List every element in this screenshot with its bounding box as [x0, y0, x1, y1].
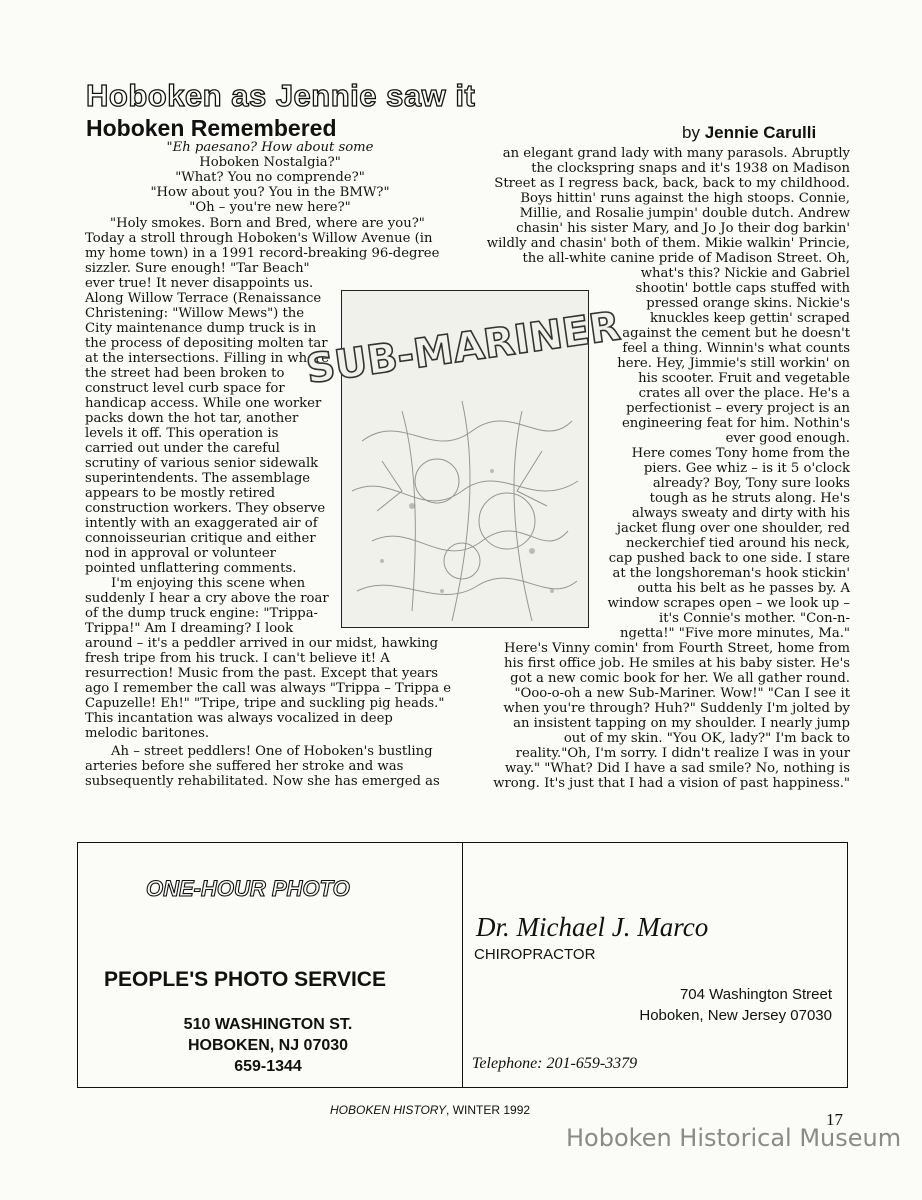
right-line: when you're through? Huh?" Suddenly I'm jolted by — [503, 701, 850, 716]
right-line: at the longshoreman's hook stickin' — [612, 566, 850, 581]
right-line: way." "What? Did I have a sad smile? No, nothing is — [505, 761, 850, 776]
left-line: "Holy smokes. Born and Bred, where are you?" — [110, 216, 425, 231]
right-line: here. Hey, Jimmie's still workin' on — [617, 356, 850, 371]
chiro-address-line1: 704 Washington Street — [679, 986, 832, 1003]
left-line: arteries before she suffered her stroke and was — [85, 759, 404, 774]
right-line: piers. Gee whiz – is it 5 o'clock — [643, 461, 850, 476]
left-line: sizzler. Sure enough! "Tar Beach" — [85, 261, 310, 276]
publication-footer — [330, 1103, 530, 1117]
left-line: construct level curb space for — [85, 381, 285, 396]
right-line: Millie, and Rosalie jumpin' double dutch. Andrew — [519, 206, 850, 221]
right-line: pressed orange skins. Nickie's — [646, 296, 850, 311]
left-line: my home town) in a 1991 record-breaking 96-degree — [85, 246, 440, 261]
right-line: an insistent tapping on my shoulder. I nearly jump — [513, 716, 850, 731]
left-line: carried out under the careful — [85, 441, 280, 456]
left-line: scrutiny of various senior sidewalk — [85, 456, 319, 471]
left-line: "How about you? You in the BMW?" — [150, 185, 390, 200]
right-line: Here's Vinny comin' from Fourth Street, home from — [504, 641, 850, 656]
left-line: "Eh paesano? How about some — [166, 140, 374, 155]
right-line: the clockspring snaps and it's 1938 on Madison — [531, 161, 850, 176]
left-line: around – it's a peddler arrived in our midst, hawking — [85, 636, 439, 651]
right-line: already? Boy, Tony sure looks — [652, 476, 850, 491]
photo-service-name: PEOPLE'S PHOTO SERVICE — [104, 968, 386, 991]
right-line: Boys hittin' runs against the high stoops. Connie, — [520, 191, 850, 206]
right-line: feel a thing. Winnin's what counts — [622, 341, 850, 356]
left-line: superintendents. The assemblage — [85, 471, 311, 486]
right-line: perfectionist – every project is an — [626, 401, 850, 416]
right-line: Street as I regress back, back, back to my childhood. — [494, 176, 850, 191]
comic-logo-text: SUB-MARINER — [303, 303, 624, 393]
comic-cover-art — [303, 291, 624, 627]
left-line: Christening: "Willow Mews") the — [85, 306, 305, 321]
right-line: always sweaty and dirty with his — [631, 506, 850, 521]
chiropractor-name: Dr. Michael J. Marco — [476, 912, 709, 942]
byline-prefix: by — [682, 123, 700, 142]
right-line: Here comes Tony home from the — [631, 446, 850, 461]
right-line: against the cement but he doesn't — [622, 326, 850, 341]
right-line: his first office job. He smiles at his baby sister. He's — [504, 656, 850, 671]
right-line: crates all over the place. He's a — [638, 386, 850, 401]
left-line: Capuzelle! Eh!" "Tripe, tripe and suckling pig heads." — [85, 696, 445, 711]
left-line: handicap access. While one worker — [85, 396, 322, 411]
right-line: wildly and chasin' both of them. Mikie walkin' Princie, — [486, 236, 850, 251]
right-line: it's Connie's mother. "Con-n- — [659, 611, 850, 626]
byline — [682, 123, 816, 143]
left-line: appears to be mostly retired — [85, 486, 276, 501]
right-line: jacket flung over one shoulder, red — [616, 521, 850, 536]
left-line: Along Willow Terrace (Renaissance — [85, 291, 322, 306]
museum-watermark: Hoboken Historical Museum — [566, 1124, 902, 1152]
left-line: of the dump truck engine: "Trippa- — [85, 606, 319, 621]
left-line: Ah – street peddlers! One of Hoboken's bustling — [111, 744, 433, 759]
left-line: ever true! It never disappoints us. — [85, 276, 314, 291]
left-line: Hoboken Nostalgia?" — [199, 155, 341, 170]
right-line: ever good enough. — [725, 431, 850, 446]
right-line: reality."Oh, I'm sorry. I didn't realize I was in your — [515, 746, 850, 761]
right-line: the all-white canine pride of Madison Street. Oh, — [522, 251, 850, 266]
left-line: ago I remember the call was always "Trippa – Trippa e — [85, 681, 452, 696]
right-line: shootin' bottle caps stuffed with — [635, 281, 850, 296]
right-line: what's this? Nickie and Gabriel — [640, 266, 850, 281]
left-line: Trippa!" Am I dreaming? I look — [85, 621, 294, 636]
chiropractor-ad — [461, 842, 848, 1088]
left-line: resurrection! Music from the past. Except that years — [85, 666, 439, 681]
chiro-address-line2: Hoboken, New Jersey 07030 — [639, 1007, 832, 1024]
chiropractor-title: CHIROPRACTOR — [474, 946, 596, 963]
left-line: intently with an exaggerated air of — [85, 516, 318, 531]
left-line: connoisseurian critique and either — [85, 531, 316, 546]
left-line: the process of depositing molten tar — [85, 336, 328, 351]
page-number: 17 — [826, 1110, 843, 1129]
right-line: engineering feat for him. Nothin's — [621, 416, 850, 431]
right-line: knuckles keep gettin' scraped — [650, 311, 850, 326]
article-subtitle: Hoboken Remembered — [86, 115, 337, 141]
left-line: at the intersections. Filling in where — [85, 351, 330, 366]
article-title-display: Hoboken as Jennie saw it — [86, 78, 476, 113]
left-line: levels it off. This operation is — [85, 426, 279, 441]
left-line: melodic baritones. — [85, 726, 210, 741]
left-line: This incantation was always vocalized in deep — [85, 711, 393, 726]
right-line: chasin' his sister Mary, and Jo Jo their dog barkin' — [516, 221, 850, 236]
right-line: wrong. It's just that I had a vision of past happiness." — [493, 776, 850, 791]
right-line: neckerchief tied around his neck, — [626, 536, 850, 551]
right-line: window scrapes open – we look up – — [607, 596, 850, 611]
publication-name: HOBOKEN HISTORY — [330, 1103, 447, 1117]
left-line: suddenly I hear a cry above the roar — [85, 591, 329, 606]
right-line: ngetta!" "Five more minutes, Ma." — [620, 626, 850, 641]
right-line: "Ooo-o-oh a new Sub-Mariner. Wow!" "Can I see it — [514, 686, 850, 701]
left-line: fresh tripe from his truck. I can't believe it! A — [85, 651, 390, 666]
right-line: got a new comic book for her. We all gather round. — [510, 671, 850, 686]
left-line: subsequently rehabilitated. Now she has emerged as — [85, 774, 440, 789]
left-line: City maintenance dump truck is in — [85, 321, 317, 336]
left-line: "Oh – you're new here?" — [189, 200, 351, 215]
one-hour-photo-headline: ONE-HOUR PHOTO — [146, 876, 350, 901]
left-line: "What? You no comprende?" — [175, 170, 365, 185]
left-line: the street had been broken to — [85, 366, 285, 381]
chiro-telephone: Telephone: 201-659-3379 — [472, 1055, 638, 1072]
right-line: an elegant grand lady with many parasols. Abruptly — [502, 146, 850, 161]
left-line: pointed unflattering comments. — [85, 561, 297, 576]
left-line: construction workers. They observe — [85, 501, 326, 516]
photo-phone: 659-1344 — [234, 1058, 302, 1075]
photo-address-line1: 510 WASHINGTON ST. — [183, 1016, 353, 1033]
left-line: Today a stroll through Hoboken's Willow Avenue (in — [85, 231, 433, 246]
left-line: I'm enjoying this scene when — [111, 576, 306, 591]
sub-mariner-comic-illustration — [303, 290, 624, 628]
photo-address-line2: HOBOKEN, NJ 07030 — [187, 1037, 349, 1054]
right-line: cap pushed back to one side. I stare — [608, 551, 850, 566]
left-line: nod in approval or volunteer — [85, 546, 276, 561]
right-line: out of my skin. "You OK, lady?" I'm back to — [563, 731, 850, 746]
right-line: outta his belt as he passes by. A — [637, 581, 850, 596]
publication-issue: , WINTER 1992 — [446, 1103, 531, 1117]
right-line: his scooter. Fruit and vegetable — [638, 371, 850, 386]
right-line: tough as he struts along. He's — [649, 491, 850, 506]
left-line: packs down the hot tar, another — [85, 411, 299, 426]
byline-author: Jennie Carulli — [704, 123, 817, 142]
